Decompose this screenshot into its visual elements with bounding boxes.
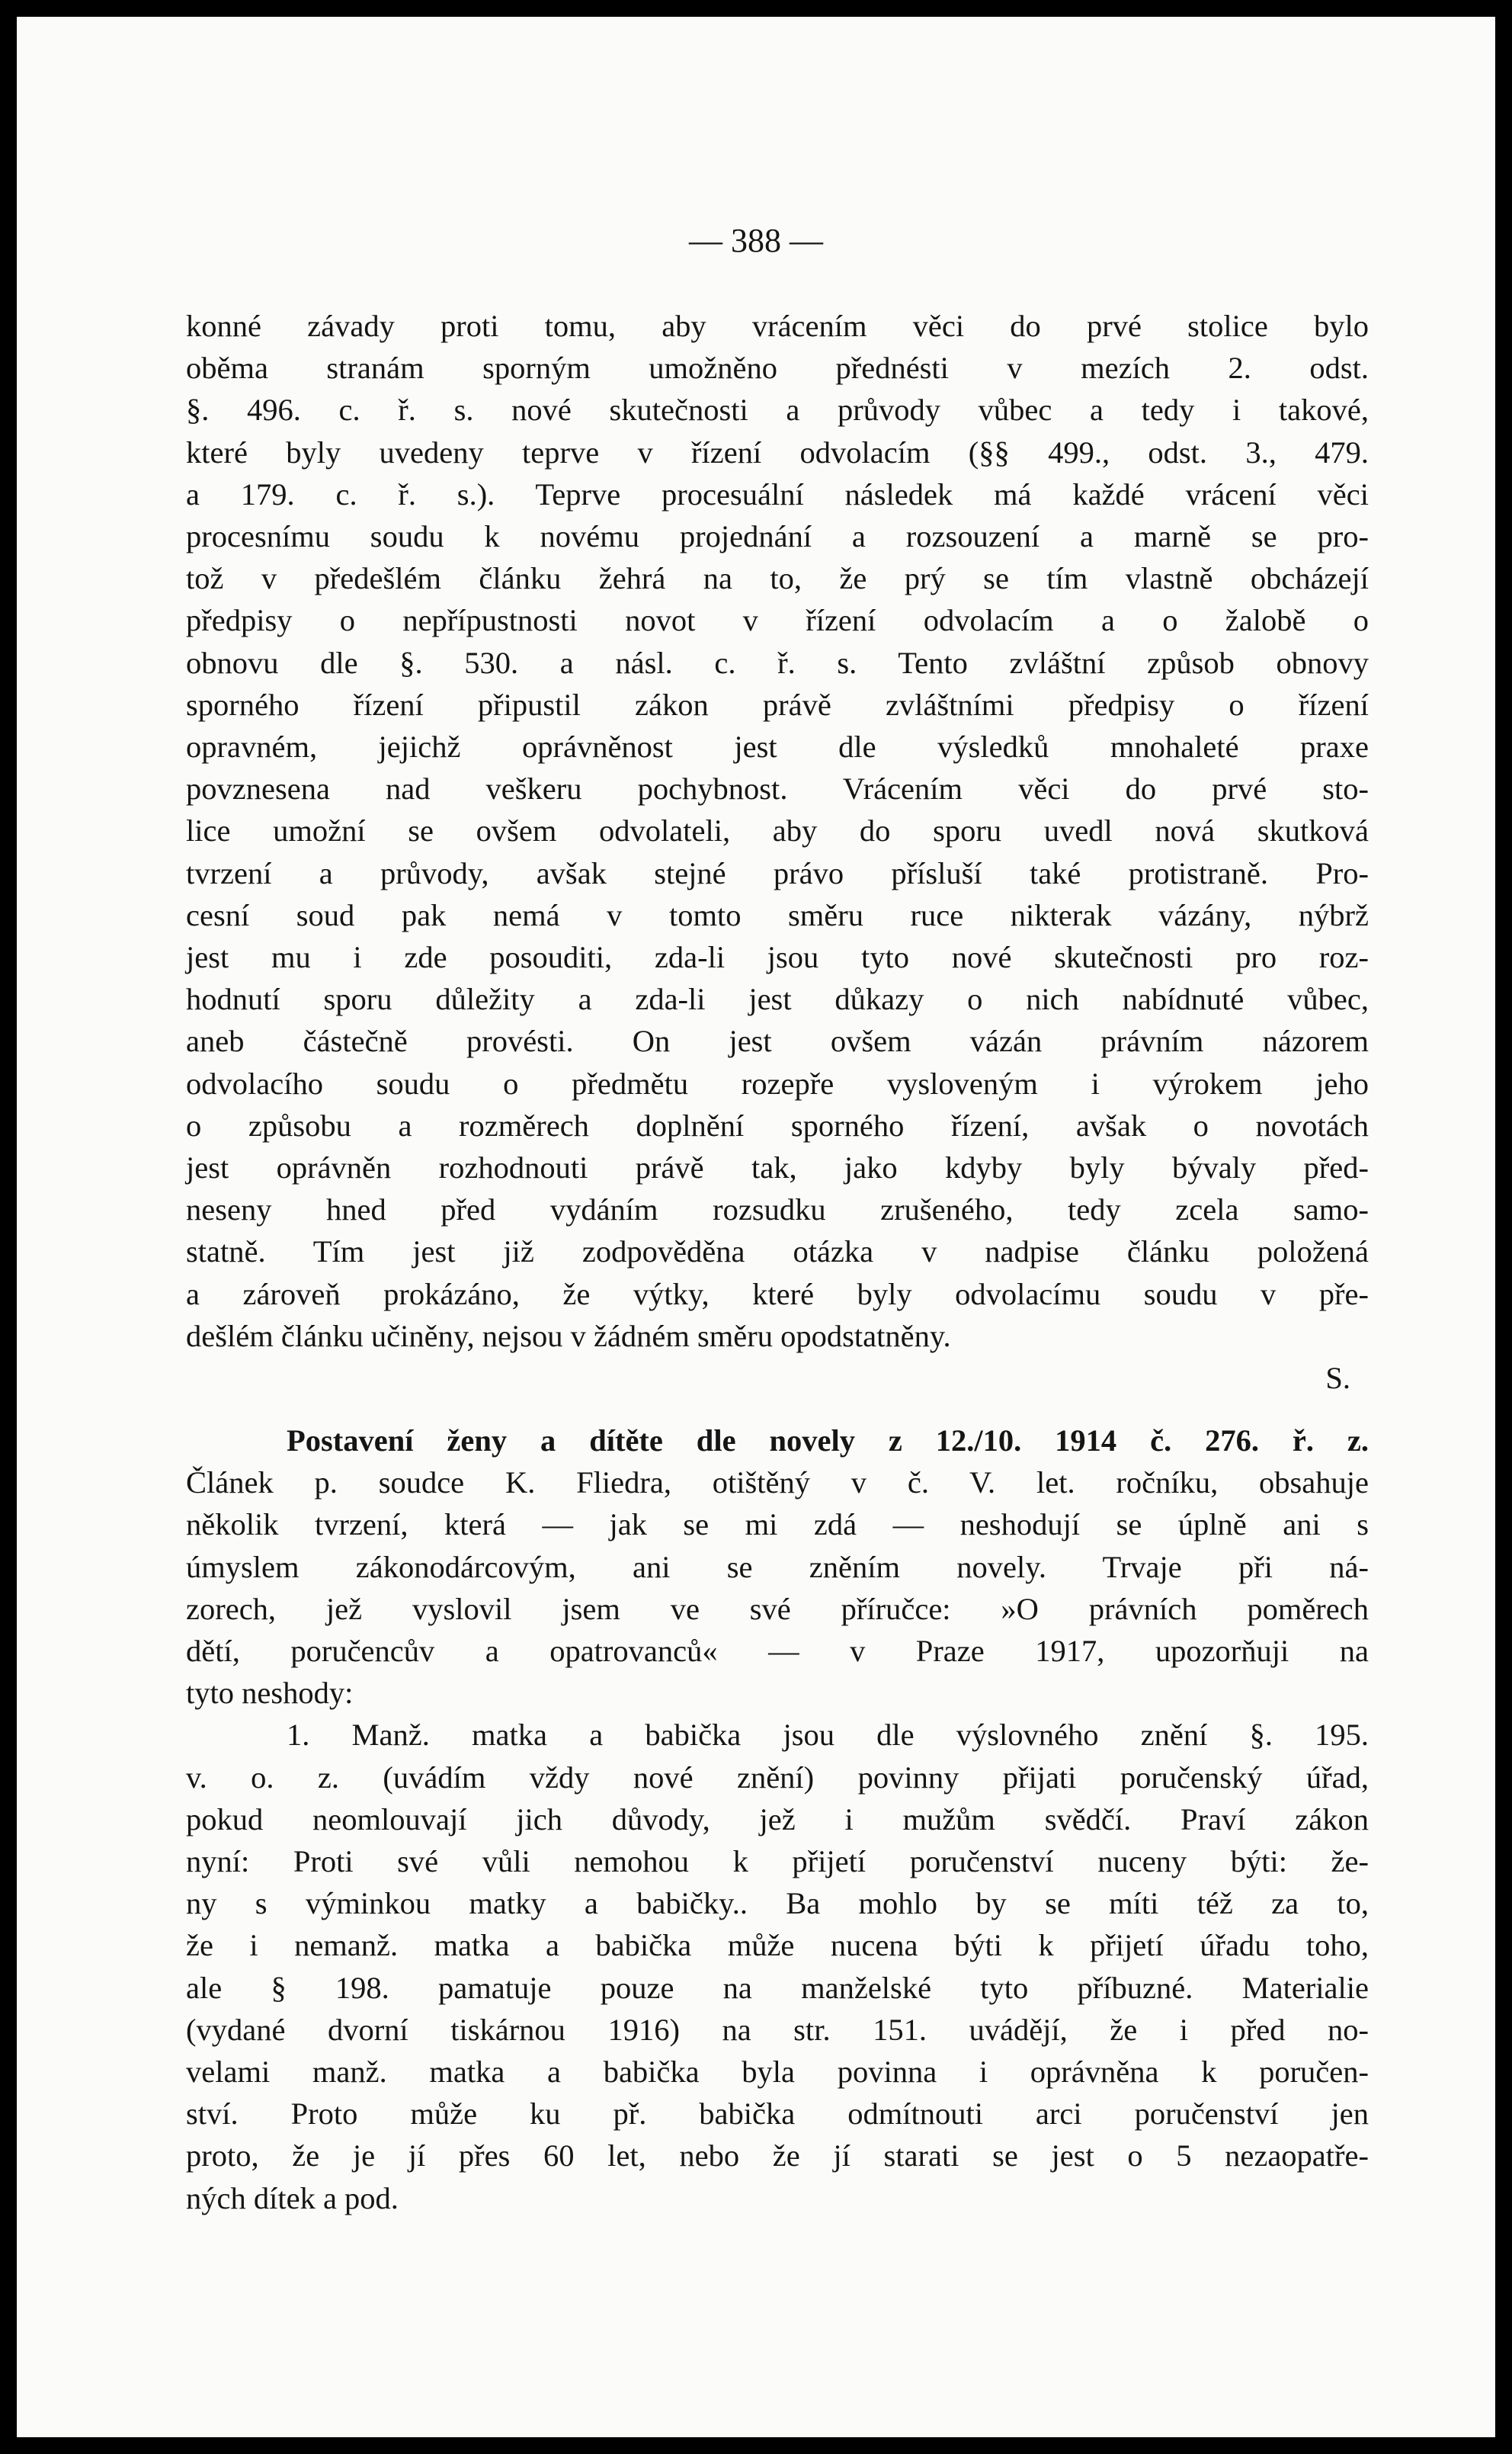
text-line: ny s výminkou matky a babičky.. Ba mohlo by se míti též za to, bbox=[186, 1886, 1369, 1921]
text-line: neseny hned před vydáním rozsudku zrušeného, tedy zcela samo- bbox=[186, 1192, 1369, 1227]
text-line: proto, že je jí přes 60 let, nebo že jí starati se jest o 5 nezaopatře- bbox=[186, 2138, 1369, 2173]
text-line: statně. Tím jest již zodpověděna otázka v nadpise článku položená bbox=[186, 1234, 1369, 1269]
text-line: tyto neshody: bbox=[186, 1676, 354, 1711]
text-line: dešlém článku učiněny, nejsou v žádném směru opodstatněny. bbox=[186, 1318, 951, 1353]
text-line: §. 496. c. ř. s. nové skutečnosti a průvody vůbec a tedy i takové, bbox=[186, 393, 1369, 428]
text-line: procesnímu soudu k novému projednání a rozsouzení a marně se pro- bbox=[186, 519, 1369, 554]
text-line: oběma stranám sporným umožněno přednésti v mezích 2. odst. bbox=[186, 351, 1369, 386]
text-line: (vydané dvorní tiskárnou 1916) na str. 151. uvádějí, že i před no- bbox=[186, 2012, 1369, 2047]
text-line: opravném, jejichž oprávněnost jest dle výsledků mnohaleté praxe bbox=[186, 730, 1369, 765]
text-line: jest mu i zde posouditi, zda-li jsou tyto nové skutečnosti pro roz- bbox=[186, 940, 1369, 975]
text-line: odvolacího soudu o předmětu rozepře vysloveným i výrokem jeho bbox=[186, 1066, 1369, 1101]
author-signature: S. bbox=[1325, 1361, 1350, 1396]
text-line: a 179. c. ř. s.). Teprve procesuální následek má každé vrácení věci bbox=[186, 476, 1369, 512]
text-line: sporného řízení připustil zákon právě zvláštními předpisy o řízení bbox=[186, 687, 1369, 722]
text-line: o způsobu a rozměrech doplnění sporného řízení, avšak o novotách bbox=[186, 1108, 1369, 1143]
text-line: tož v předešlém článku žehrá na to, že prý se tím vlastně obcházejí bbox=[186, 561, 1369, 596]
text-line: aneb částečně provésti. On jest ovšem vázán právním názorem bbox=[186, 1024, 1369, 1059]
text-line: 1. Manž. matka a babička jsou dle výslovného znění §. 195. bbox=[287, 1718, 1369, 1753]
paragraph bbox=[186, 1714, 1369, 2218]
text-line: hodnutí sporu důležity a zda-li jest důkazy o nich nabídnuté vůbec, bbox=[186, 982, 1369, 1017]
paragraph bbox=[186, 1419, 1369, 1714]
text-line: jest oprávněn rozhodnouti právě tak, jako kdyby byly bývaly před- bbox=[186, 1150, 1369, 1185]
article-heading: Postavení ženy a dítěte dle novely z 12./10. 1914 č. 276. ř. z. bbox=[287, 1423, 1369, 1458]
text-line: ale § 198. pamatuje pouze na manželské tyto příbuzné. Materialie bbox=[186, 1970, 1369, 2005]
text-line: nyní: Proti své vůli nemohou k přijetí poručenství nuceny býti: že- bbox=[186, 1844, 1369, 1879]
text-line: ných dítek a pod. bbox=[186, 2180, 399, 2215]
text-line: několik tvrzení, která — jak se mi zdá — neshodují se úplně ani s bbox=[186, 1507, 1369, 1542]
text-line: Článek p. soudce K. Fliedra, otištěný v č. V. let. ročníku, obsahuje bbox=[186, 1465, 1369, 1500]
text-line: velami manž. matka a babička byla povinna i oprávněna k poručen- bbox=[186, 2055, 1369, 2090]
text-line: zorech, jež vyslovil jsem ve své příručce: »O právních poměrech bbox=[186, 1591, 1369, 1626]
book-page bbox=[17, 17, 1495, 2437]
text-line: předpisy o nepřípustnosti novot v řízení odvolacím a o žalobě o bbox=[186, 603, 1369, 638]
text-line: ství. Proto může ku př. babička odmítnouti arci poručenství jen bbox=[186, 2096, 1369, 2132]
text-line: a zároveň prokázáno, že výtky, které byly odvolacímu soudu v pře- bbox=[186, 1276, 1369, 1311]
text-line: pokud neomlouvají jich důvody, jež i mužům svědčí. Praví zákon bbox=[186, 1801, 1369, 1836]
text-line: úmyslem zákonodárcovým, ani se zněním novely. Trvaje při ná- bbox=[186, 1549, 1369, 1584]
text-line: cesní soud pak nemá v tomto směru ruce nikterak vázány, nýbrž bbox=[186, 897, 1369, 932]
text-line: obnovu dle §. 530. a násl. c. ř. s. Tento zvláštní způsob obnovy bbox=[186, 645, 1369, 680]
text-line: tvrzení a průvody, avšak stejné právo přísluší také protistraně. Pro- bbox=[186, 855, 1369, 890]
page-number: — 388 — bbox=[689, 222, 823, 259]
article-continuation bbox=[186, 305, 1369, 1399]
text-line: které byly uvedeny teprve v řízení odvolacím (§§ 499., odst. 3., 479. bbox=[186, 435, 1369, 470]
text-line: že i nemanž. matka a babička může nucena býti k přijetí úřadu toho, bbox=[186, 1928, 1369, 1963]
article-women-children bbox=[186, 1419, 1369, 2219]
text-line: dětí, poručencův a opatrovanců« — v Praze 1917, upozorňuji na bbox=[186, 1634, 1369, 1669]
paragraph bbox=[186, 305, 1369, 1357]
text-line: lice umožní se ovšem odvolateli, aby do sporu uvedl nová skutková bbox=[186, 813, 1369, 848]
text-line: konné závady proti tomu, aby vrácením věci do prvé stolice bylo bbox=[186, 309, 1369, 343]
text-line: v. o. z. (uvádím vždy nové znění) povinny přijati poručenský úřad, bbox=[186, 1760, 1369, 1795]
text-line: povznesena nad veškeru pochybnost. Vrácením věci do prvé sto- bbox=[186, 771, 1369, 807]
